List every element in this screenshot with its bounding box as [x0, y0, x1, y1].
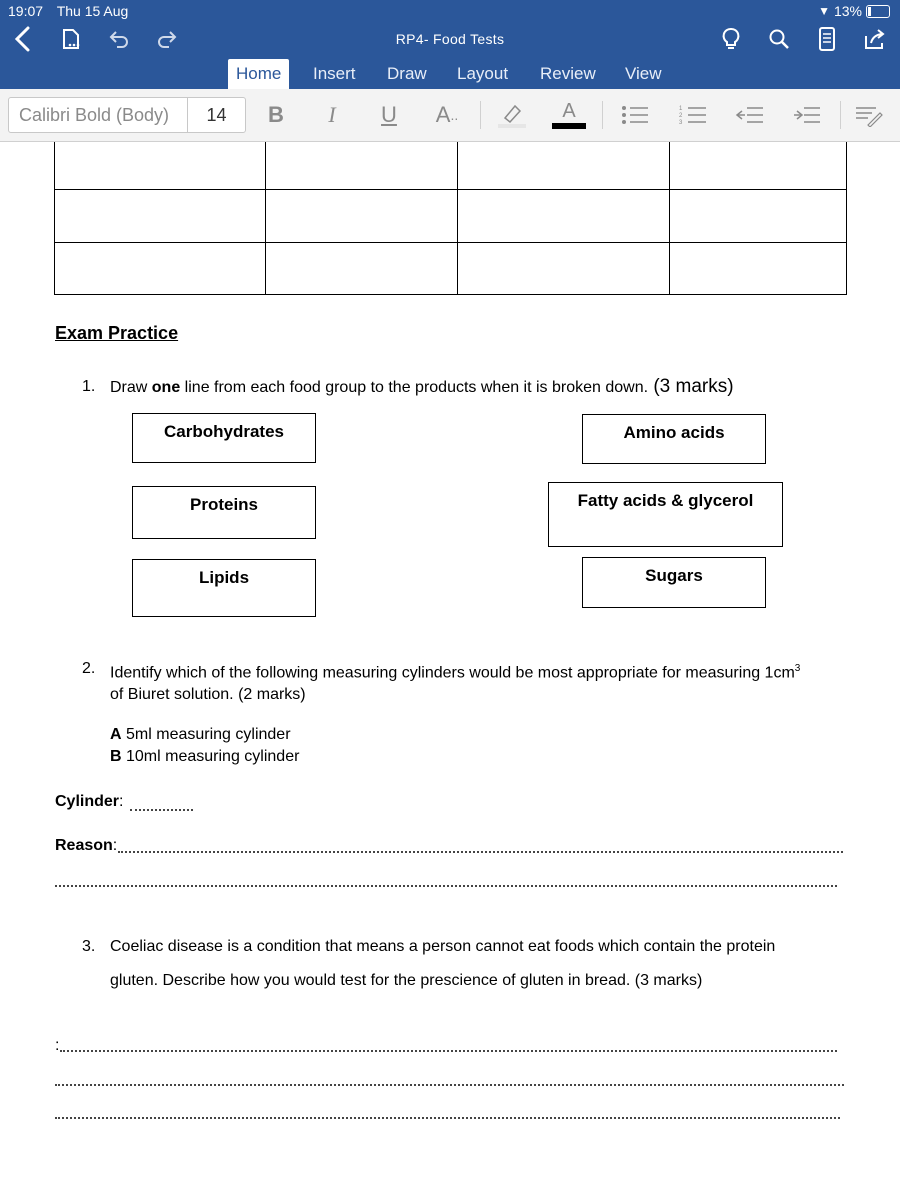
document-page[interactable] [0, 142, 900, 1200]
battery-icon [866, 5, 890, 18]
more-dots-icon: .. [450, 107, 459, 123]
answer-line[interactable] [118, 851, 843, 853]
tab-review[interactable]: Review [540, 64, 596, 83]
question-number: 2. [82, 660, 96, 677]
cylinder-label: Cylinder [55, 793, 120, 810]
battery-indicator [818, 3, 890, 19]
question-1-text [110, 376, 734, 399]
battery-percent: 13% [833, 3, 862, 19]
divider [480, 101, 481, 129]
answer-line[interactable] [55, 1117, 840, 1119]
font-color-swatch [552, 123, 586, 129]
divider [840, 101, 841, 129]
decrease-indent-icon[interactable] [733, 99, 767, 131]
answer-line[interactable] [130, 809, 193, 811]
svg-text:3: 3 [679, 120, 683, 126]
bold-button[interactable]: B [268, 102, 284, 127]
bullet-list-icon[interactable] [618, 99, 652, 131]
title-bar [0, 24, 900, 56]
app-header [0, 0, 900, 89]
font-color-button[interactable] [550, 99, 588, 131]
lightbulb-icon[interactable] [716, 24, 746, 54]
tab-home[interactable]: Home [228, 59, 289, 89]
ribbon-tabs [0, 59, 900, 89]
font-picker[interactable] [8, 97, 246, 133]
italic-button[interactable]: I [328, 102, 336, 127]
tab-insert[interactable]: Insert [313, 64, 356, 83]
q1-text-before: Draw [110, 379, 152, 396]
answer-line[interactable] [60, 1050, 837, 1052]
cylinder-colon: : [119, 793, 124, 810]
search-icon[interactable] [764, 24, 794, 54]
tab-draw[interactable]: Draw [387, 64, 427, 83]
svg-text:2: 2 [679, 113, 683, 119]
text-effects-label: A [435, 102, 451, 127]
text-effects-button[interactable] [430, 99, 464, 131]
question-3-line-1: Coeliac disease is a condition that means a person cannot eat foods which contain the protein [110, 938, 776, 955]
tab-view[interactable]: View [625, 64, 662, 83]
product-box: Fatty acids & glycerol [548, 482, 783, 547]
divider [602, 101, 603, 129]
document-title: RP4- Food Tests [395, 31, 505, 47]
svg-text:1: 1 [679, 106, 683, 112]
product-box: Amino acids [582, 414, 766, 464]
q2-line-2: of Biuret solution. (2 marks) [110, 686, 306, 704]
numbered-list-icon[interactable] [676, 99, 710, 131]
option-text: 10ml measuring cylinder [121, 748, 300, 765]
font-size-field[interactable]: 14 [187, 98, 245, 132]
question-number: 3. [82, 938, 96, 955]
underline-button[interactable]: U [381, 102, 397, 127]
question-number: 1. [82, 378, 96, 395]
q2-superscript: 3 [794, 663, 801, 674]
option-text: 5ml measuring cylinder [121, 726, 291, 743]
option-b [110, 748, 299, 766]
q1-text-after: line from each food group to the products when it is broken down. [180, 379, 649, 396]
option-letter: B [110, 748, 122, 765]
highlighter-icon[interactable] [494, 99, 530, 131]
status-date: Thu 15 Aug [56, 3, 129, 19]
answer-line[interactable] [55, 885, 837, 887]
ribbon-toolbar [0, 89, 900, 142]
reason-colon: : [112, 837, 118, 854]
increase-indent-icon[interactable] [790, 99, 824, 131]
status-time: 19:07 [8, 3, 44, 19]
food-group-box: Carbohydrates [132, 413, 316, 463]
font-name-field[interactable]: Calibri Bold (Body) [19, 105, 170, 125]
wifi-icon: ▼ [818, 4, 830, 18]
question-3-line-2: gluten. Describe how you would test for the prescience of gluten in bread. (3 marks) [110, 972, 703, 989]
styles-icon[interactable] [852, 99, 886, 131]
q2-line-1: Identify which of the following measuring cylinders would be most appropriate for measuring 1cm [110, 664, 795, 682]
food-group-box: Proteins [132, 486, 316, 539]
reason-label: Reason [55, 837, 113, 854]
option-a [110, 726, 291, 744]
reason-answer-label [55, 837, 117, 855]
section-heading: Exam Practice [55, 323, 179, 343]
q1-marks: (3 marks) [648, 376, 734, 397]
font-color-label: A [562, 100, 576, 122]
cylinder-answer-label [55, 793, 123, 811]
status-bar [8, 3, 138, 19]
option-letter: A [110, 726, 122, 743]
answer-prefix: : [55, 1037, 60, 1054]
tab-layout[interactable]: Layout [457, 64, 509, 83]
product-box: Sugars [582, 557, 766, 608]
results-table [54, 142, 847, 295]
question-2-text [110, 658, 850, 706]
food-group-box: Lipids [132, 559, 316, 617]
answer-line[interactable] [55, 1084, 844, 1086]
mobile-view-icon[interactable] [812, 24, 842, 54]
share-icon[interactable] [860, 24, 890, 54]
q1-text-bold: one [151, 379, 181, 396]
